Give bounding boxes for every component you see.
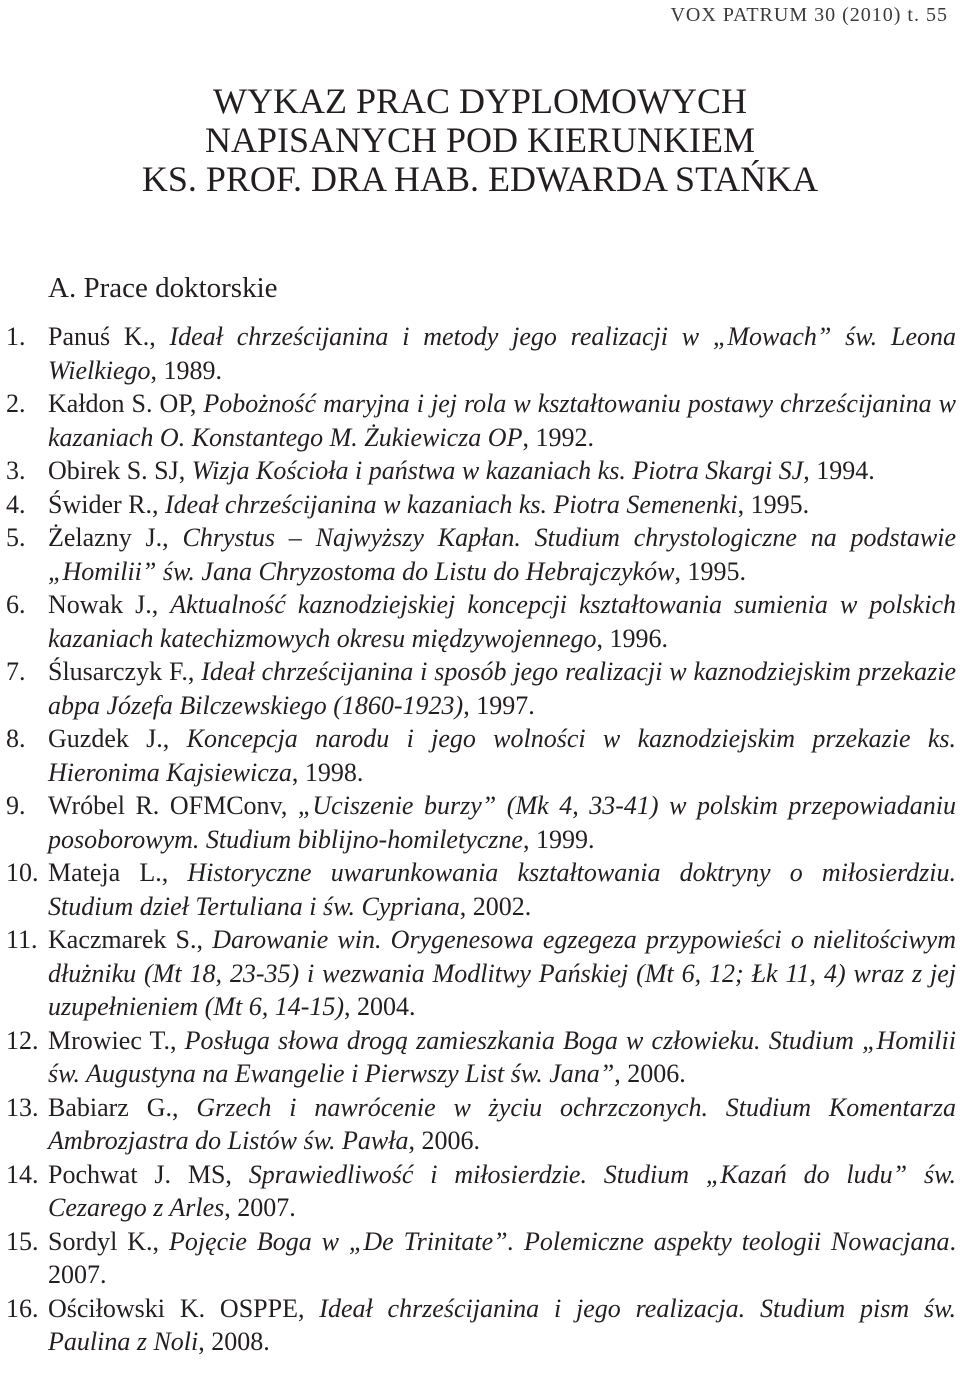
list-item xyxy=(6,588,956,655)
entry-author: Wróbel R. OFMConv, xyxy=(48,791,298,820)
list-item xyxy=(6,789,956,856)
entry-author: Pochwat J. MS, xyxy=(48,1159,249,1189)
list-item xyxy=(6,488,956,522)
entry-year: , 1994. xyxy=(803,456,875,485)
entry-author: Ślusarczyk F., xyxy=(48,657,202,686)
entry-title: Posługa słowa drogą zamieszkania Boga w człowieku. Studium „Homilii św. Augustyna na Ewangelie i Pierwszy List św. Jana” xyxy=(48,1025,956,1088)
entry-title: Grzech i nawrócenie w życiu ochrzczonych. Studium Komentarza Ambrozjastra do Listów św. Pawła xyxy=(48,1092,956,1155)
entry-number: 14. xyxy=(6,1159,39,1189)
entry-number: 9. xyxy=(6,791,26,820)
entry-title: Koncepcja narodu i jego wolności w kaznodziejskim przekazie ks. Hieronima Kajsiewicza xyxy=(48,724,956,787)
entry-author: Nowak J., xyxy=(48,590,171,619)
entry-number: 11. xyxy=(6,925,38,954)
entry-title: Chrystus – Najwyższy Kapłan. Studium chrystologiczne na podstawie „Homilii” św. Jana Chryzostoma do Listu do Hebrajczyków xyxy=(48,523,956,586)
list-item xyxy=(6,1292,956,1359)
entry-author: Mateja L., xyxy=(48,858,188,887)
entry-author: Kaczmarek S., xyxy=(48,925,213,954)
entry-year: . 2007. xyxy=(48,1226,956,1289)
list-item xyxy=(6,856,956,923)
entry-number: 4. xyxy=(6,489,26,519)
entry-year: , 2004. xyxy=(344,992,416,1021)
entry-year: , 1995. xyxy=(674,556,746,586)
title-line-1: WYKAZ PRAC DYPLOMOWYCH xyxy=(212,81,747,121)
list-item xyxy=(6,1158,956,1225)
entry-author: Żelazny J., xyxy=(48,523,183,552)
entry-author: Kałdon S. OP, xyxy=(48,389,204,418)
entry-year: , 1997. xyxy=(463,690,535,720)
entry-year: , 1992. xyxy=(522,422,594,452)
entry-number: 8. xyxy=(6,724,26,753)
entry-number: 10. xyxy=(6,858,39,887)
document-title xyxy=(0,82,960,199)
list-item xyxy=(6,320,956,387)
entry-number: 12. xyxy=(6,1025,39,1055)
list-item xyxy=(6,1225,956,1292)
entry-year: , 2007. xyxy=(224,1193,296,1222)
list-item xyxy=(6,722,956,789)
thesis-list xyxy=(6,320,956,1359)
entry-author: Guzdek J., xyxy=(48,724,187,753)
section-heading: A. Prace doktorskie xyxy=(48,272,278,304)
title-line-3: KS. PROF. DRA HAB. EDWARDA STAŃKA xyxy=(141,159,819,199)
entry-number: 16. xyxy=(6,1293,39,1323)
entry-number: 1. xyxy=(6,322,26,351)
entry-title: Ideał chrześcijanina i jego realizacja. Studium pism św. Paulina z Noli xyxy=(48,1293,956,1356)
entry-number: 6. xyxy=(6,590,26,619)
list-item xyxy=(6,923,956,1024)
entry-author: Ościłowski K. OSPPE, xyxy=(48,1293,320,1323)
list-item xyxy=(6,1091,956,1158)
entry-year: , 2006. xyxy=(408,1126,480,1155)
entry-author: Panuś K., xyxy=(48,322,170,351)
entry-author: Świder R., xyxy=(48,489,165,519)
entry-year: , 2006. xyxy=(614,1059,686,1088)
entry-title: Ideał chrześcijanina i metody jego realizacji w „Mowach” św. Leona Wielkiego xyxy=(48,322,956,385)
entry-author: Obirek S. SJ, xyxy=(48,456,192,485)
entry-title: Wizja Kościoła i państwa w kazaniach ks. Piotra Skargi SJ xyxy=(191,456,804,485)
entry-author: Babiarz G., xyxy=(48,1092,197,1122)
entry-title: Pobożność maryjna i jej rola w kształtowaniu postawy chrześcijanina w kazaniach O. Konstantego M. Żukiewicza OP xyxy=(48,389,956,452)
entry-year: , 2002. xyxy=(459,891,532,921)
list-item xyxy=(6,454,956,488)
entry-author: Mrowiec T., xyxy=(48,1025,185,1055)
entry-year: , 2008. xyxy=(198,1327,270,1356)
entry-year: , 1999. xyxy=(522,824,595,854)
entry-author: Sordyl K., xyxy=(48,1226,169,1256)
entry-title: Ideał chrześcijanina i sposób jego realizacji w kaznodziejskim przekazie abpa Józefa Bilczewskiego (1860-1923) xyxy=(48,657,956,720)
running-head: VOX PATRUM 30 (2010) t. 55 xyxy=(670,4,948,26)
entry-title: „Uciszenie burzy” (Mk 4, 33-41) w polskim przepowiadaniu posoborowym. Studium biblijno-homiletyczne xyxy=(48,791,956,854)
entry-title: Aktualność kaznodziejskiej koncepcji kształtowania sumienia w polskich kazaniach katechizmowych okresu międzywojennego xyxy=(48,590,956,653)
entry-number: 7. xyxy=(6,657,26,686)
title-line-2: NAPISANYCH POD KIERUNKIEM xyxy=(204,120,756,160)
entry-title: Historyczne uwarunkowania kształtowania doktryny o miłosierdziu. Studium dzieł Tertuliana i św. Cypriana xyxy=(48,858,956,921)
entry-title: Darowanie win. Orygenesowa egzegeza przypowieści o nielitościwym dłużniku (Mt 18, 23-35) i wezwania Modlitwy Pańskiej (Mt 6, 12; Łk 11, 4) wraz z jej uzupełnieniem (Mt 6, 14-15) xyxy=(48,925,956,1021)
entry-year: , 1989. xyxy=(150,355,223,385)
list-item xyxy=(6,521,956,588)
entry-year: , 1998. xyxy=(291,757,364,787)
entry-title: Pojęcie Boga w „De Trinitate”. Polemiczne aspekty teologii Nowacjana xyxy=(168,1226,950,1256)
entry-number: 15. xyxy=(6,1226,39,1256)
entry-number: 5. xyxy=(6,523,26,552)
entry-title: Sprawiedliwość i miłosierdzie. Studium „Kazań do ludu” św. Cezarego z Arles xyxy=(48,1159,956,1222)
entry-year: , 1995. xyxy=(737,489,810,519)
entry-number: 2. xyxy=(6,389,26,418)
list-item xyxy=(6,1024,956,1091)
entry-year: , 1996. xyxy=(596,623,669,653)
list-item xyxy=(6,387,956,454)
entry-number: 3. xyxy=(6,456,26,485)
entry-title: Ideał chrześcijanina w kazaniach ks. Piotra Semenenki xyxy=(165,489,738,519)
entry-number: 13. xyxy=(6,1092,39,1122)
list-item xyxy=(6,655,956,722)
